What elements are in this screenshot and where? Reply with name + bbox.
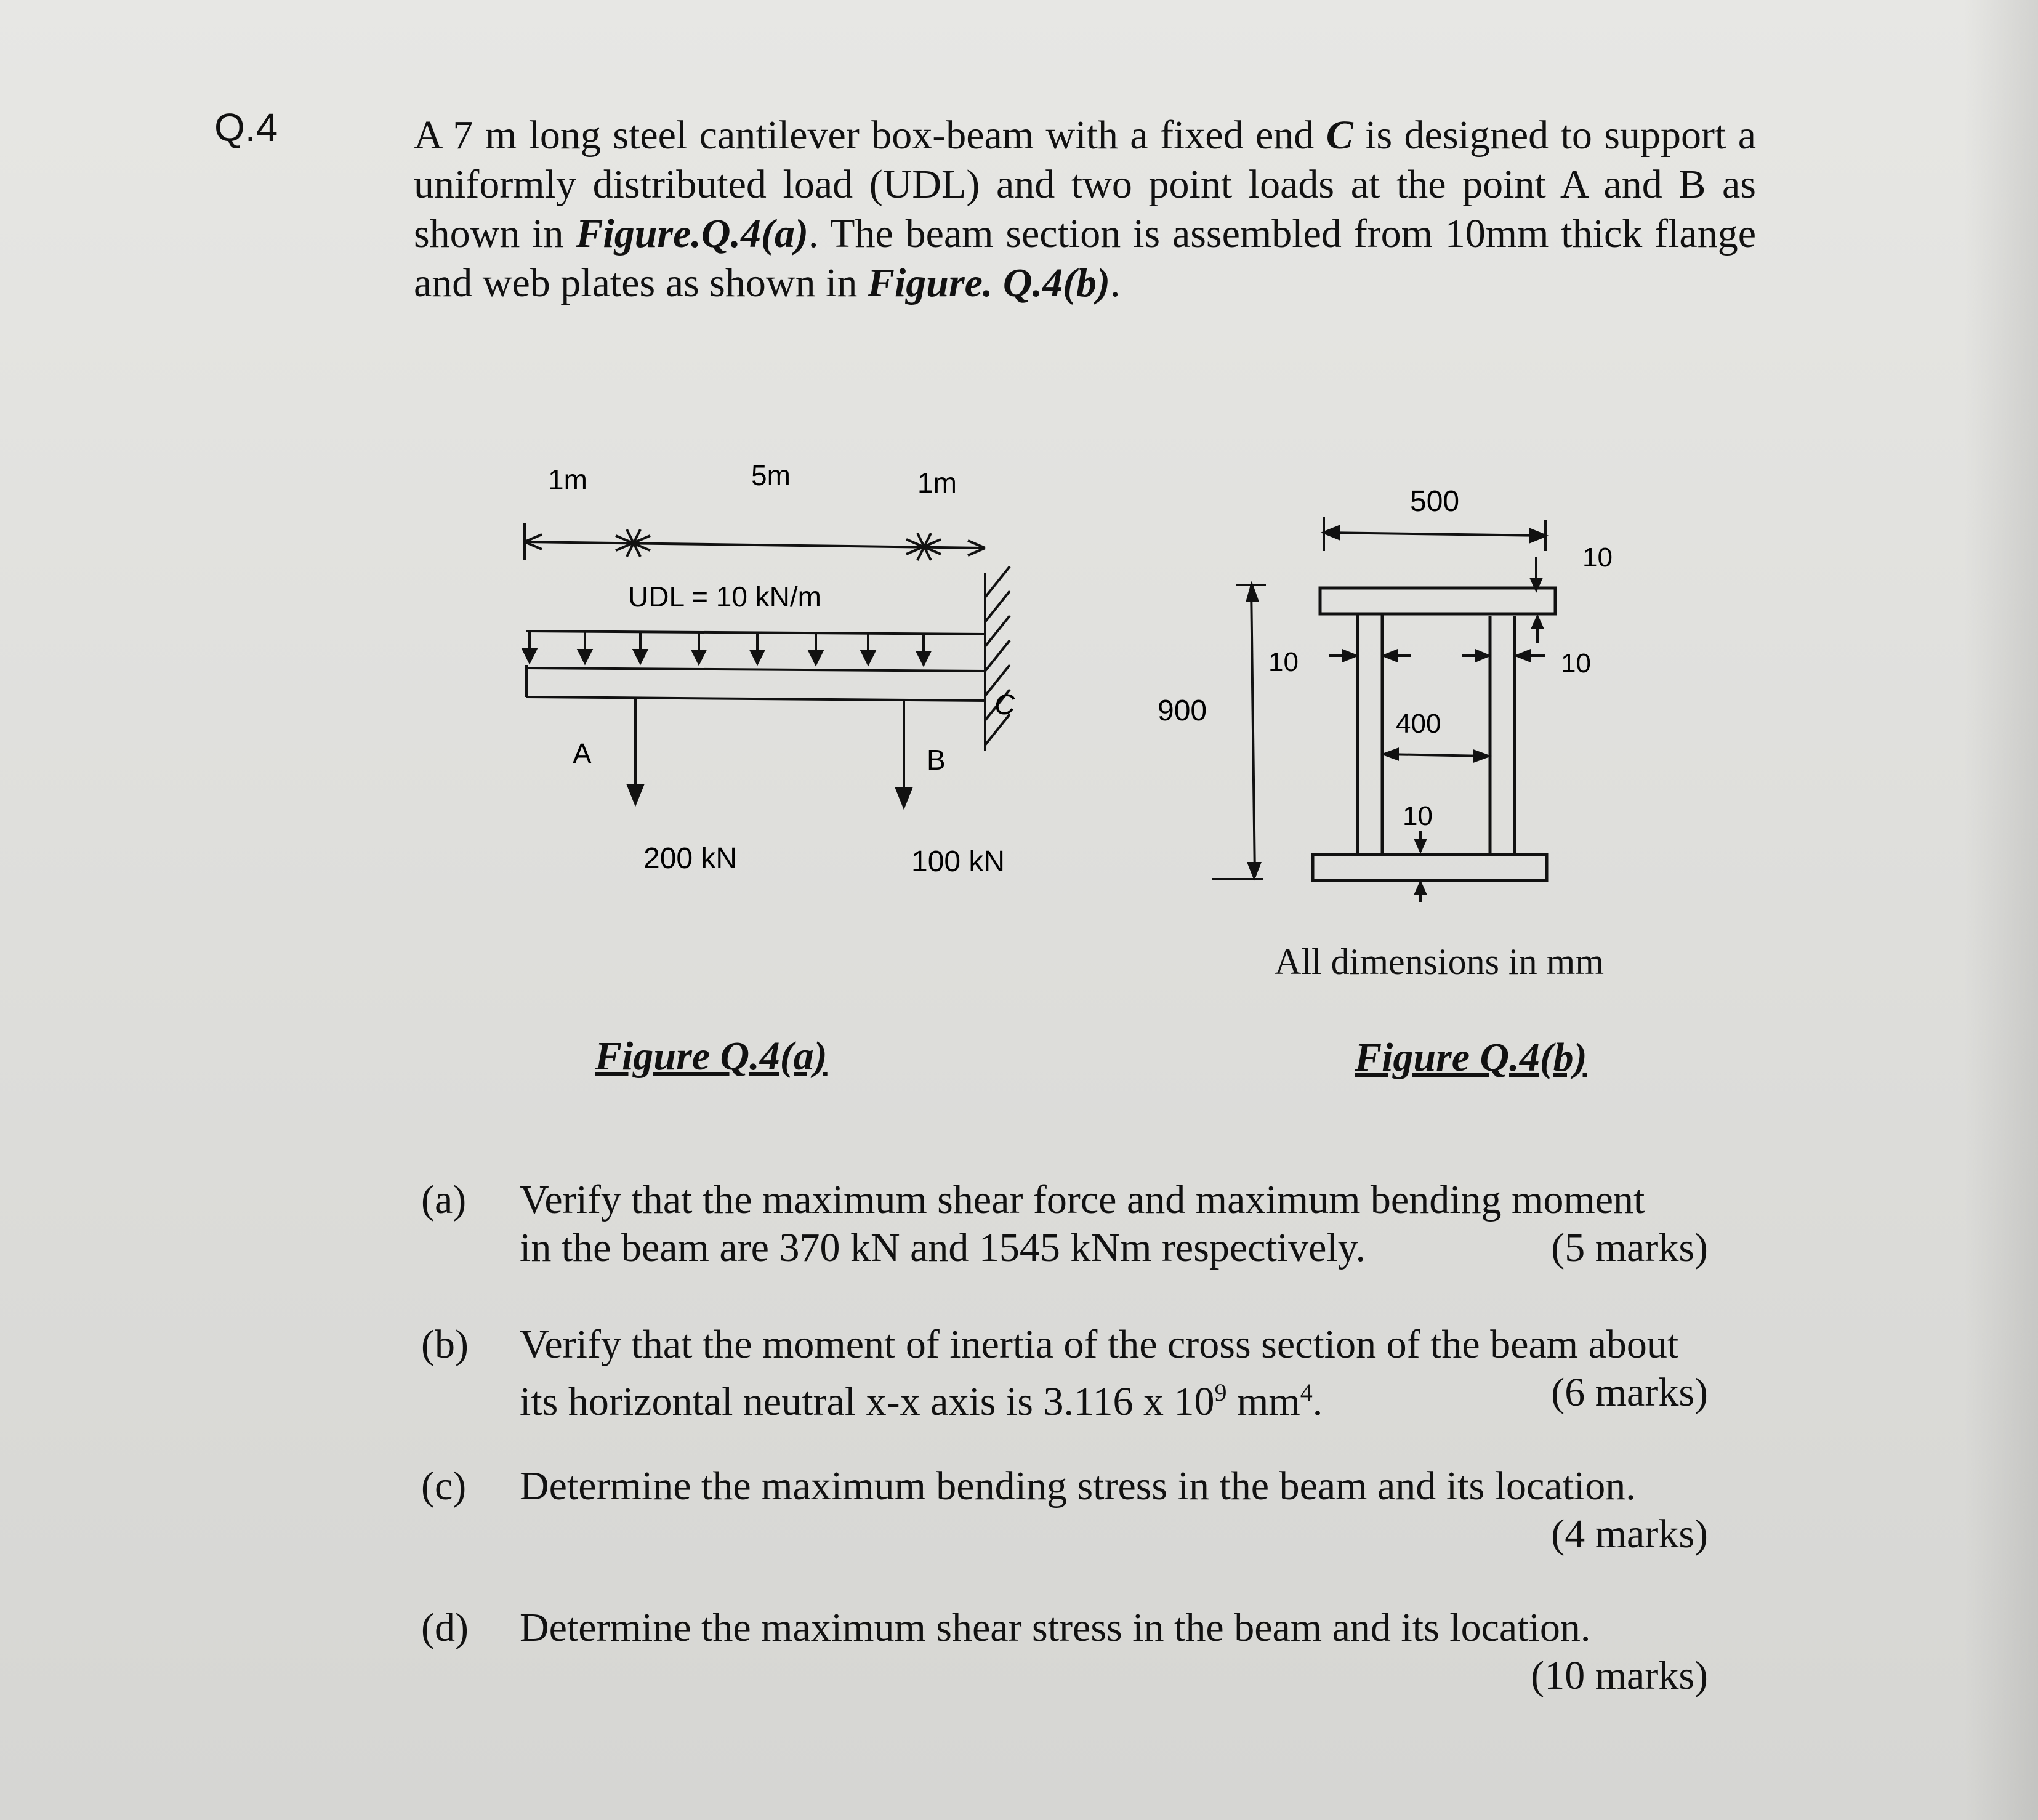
load-a-label: 200 kN [643, 842, 738, 875]
part-b-exponent-9: 9 [1214, 1379, 1227, 1406]
part-c-line-1: Determine the maximum bending stress in the beam and its location. [520, 1464, 1636, 1508]
part-a-label: (a) [421, 1177, 467, 1222]
part-d-label: (d) [421, 1605, 469, 1650]
depth-label: 900 [1158, 695, 1207, 727]
part-b [421, 1321, 1708, 1424]
part-a-line-1: Verify that the maximum shear force and maximum bending moment [520, 1177, 1645, 1222]
part-d-text [520, 1604, 1708, 1652]
intro-text-4: . [1110, 260, 1121, 305]
figure-b-caption: Figure Q.4(b) [1355, 1035, 1587, 1080]
part-c [421, 1462, 1708, 1561]
screen-edge-shadow [1964, 0, 2038, 1820]
web-right-arrows [1462, 651, 1545, 661]
part-b-exponent-4: 4 [1300, 1379, 1313, 1406]
question-intro [414, 111, 1756, 308]
intro-text-3: . The beam section is assembled from 10mm thick flange and web plates as shown in [414, 211, 1757, 305]
question-number: Q.4 [214, 105, 278, 150]
span-2-label: 5m [751, 459, 791, 491]
part-a [421, 1176, 1708, 1274]
fixed-end-letter: C [1326, 113, 1353, 158]
fixed-end-c-label: C [994, 688, 1015, 720]
fixed-support [985, 566, 1010, 751]
figure-b-diagram [1145, 468, 1675, 911]
width-top-label: 500 [1410, 485, 1460, 518]
flange-top-thickness-label: 10 [1582, 542, 1613, 573]
point-b-label: B [927, 744, 946, 776]
span-3-label: 1m [917, 467, 957, 499]
web-left-thickness-label: 10 [1268, 647, 1299, 677]
part-b-line-1: Verify that the moment of inertia of the cross section of the beam about [520, 1322, 1679, 1367]
part-b-marks: (6 marks) [1551, 1370, 1708, 1415]
part-b-line-2 [520, 1369, 1708, 1426]
part-a-marks: (5 marks) [1551, 1225, 1708, 1270]
part-b-line-2-pre: its horizontal neutral x-x axis is 3.116 x 10 [520, 1379, 1215, 1424]
depth-dimension [1212, 585, 1266, 879]
flange-bottom-thickness-label: 10 [1403, 801, 1433, 831]
figure-a-caption: Figure Q.4(a) [595, 1034, 828, 1079]
beam-body [526, 665, 985, 701]
inner-width-label: 400 [1396, 709, 1441, 739]
flange-top-arrows [1531, 557, 1542, 643]
part-a-text [520, 1176, 1708, 1272]
load-b-label: 100 kN [911, 845, 1005, 878]
width-top-dimension [1324, 517, 1545, 551]
point-load-a-arrow [628, 699, 643, 803]
web-left-arrows [1329, 651, 1411, 661]
flange-bottom-arrows [1416, 831, 1425, 902]
intro-text-2: is designed to support a uniformly distributed load (UDL) and two point loads at the point A and B as shown in [414, 113, 1756, 256]
part-c-text [520, 1462, 1708, 1510]
part-b-line-2-post: . [1312, 1379, 1323, 1424]
udl-label: UDL = 10 kN/m [628, 581, 822, 613]
inner-width-dimension [1384, 749, 1488, 761]
part-c-label: (c) [421, 1464, 467, 1508]
figure-a-diagram [493, 443, 1047, 911]
part-d-marks: (10 marks) [1531, 1653, 1708, 1698]
figure-b-reference: Figure. Q.4(b) [867, 260, 1111, 305]
part-c-marks: (4 marks) [1551, 1512, 1708, 1556]
bottom-flange [1313, 855, 1547, 880]
span-dimension-line [525, 523, 985, 560]
right-web [1490, 616, 1515, 855]
point-a-label: A [573, 738, 592, 770]
left-web [1358, 614, 1382, 855]
web-right-thickness-label: 10 [1561, 648, 1591, 678]
part-d [421, 1604, 1708, 1702]
part-a-line-2: in the beam are 370 kN and 1545 kNm respectively. [520, 1225, 1366, 1270]
point-load-b-arrow [896, 701, 911, 807]
part-b-line-2-mid: mm [1226, 1379, 1300, 1424]
part-d-line-1: Determine the maximum shear stress in the beam and its location. [520, 1605, 1591, 1650]
span-1-label: 1m [548, 464, 587, 496]
dimensions-note: All dimensions in mm [1275, 941, 1605, 982]
udl-arrows [523, 631, 985, 664]
part-b-text [520, 1321, 1708, 1426]
intro-text-1: A 7 m long steel cantilever box-beam with a fixed end [414, 113, 1326, 158]
part-b-label: (b) [421, 1322, 469, 1367]
top-flange [1320, 588, 1555, 614]
figure-a-reference: Figure.Q.4(a) [576, 211, 809, 256]
